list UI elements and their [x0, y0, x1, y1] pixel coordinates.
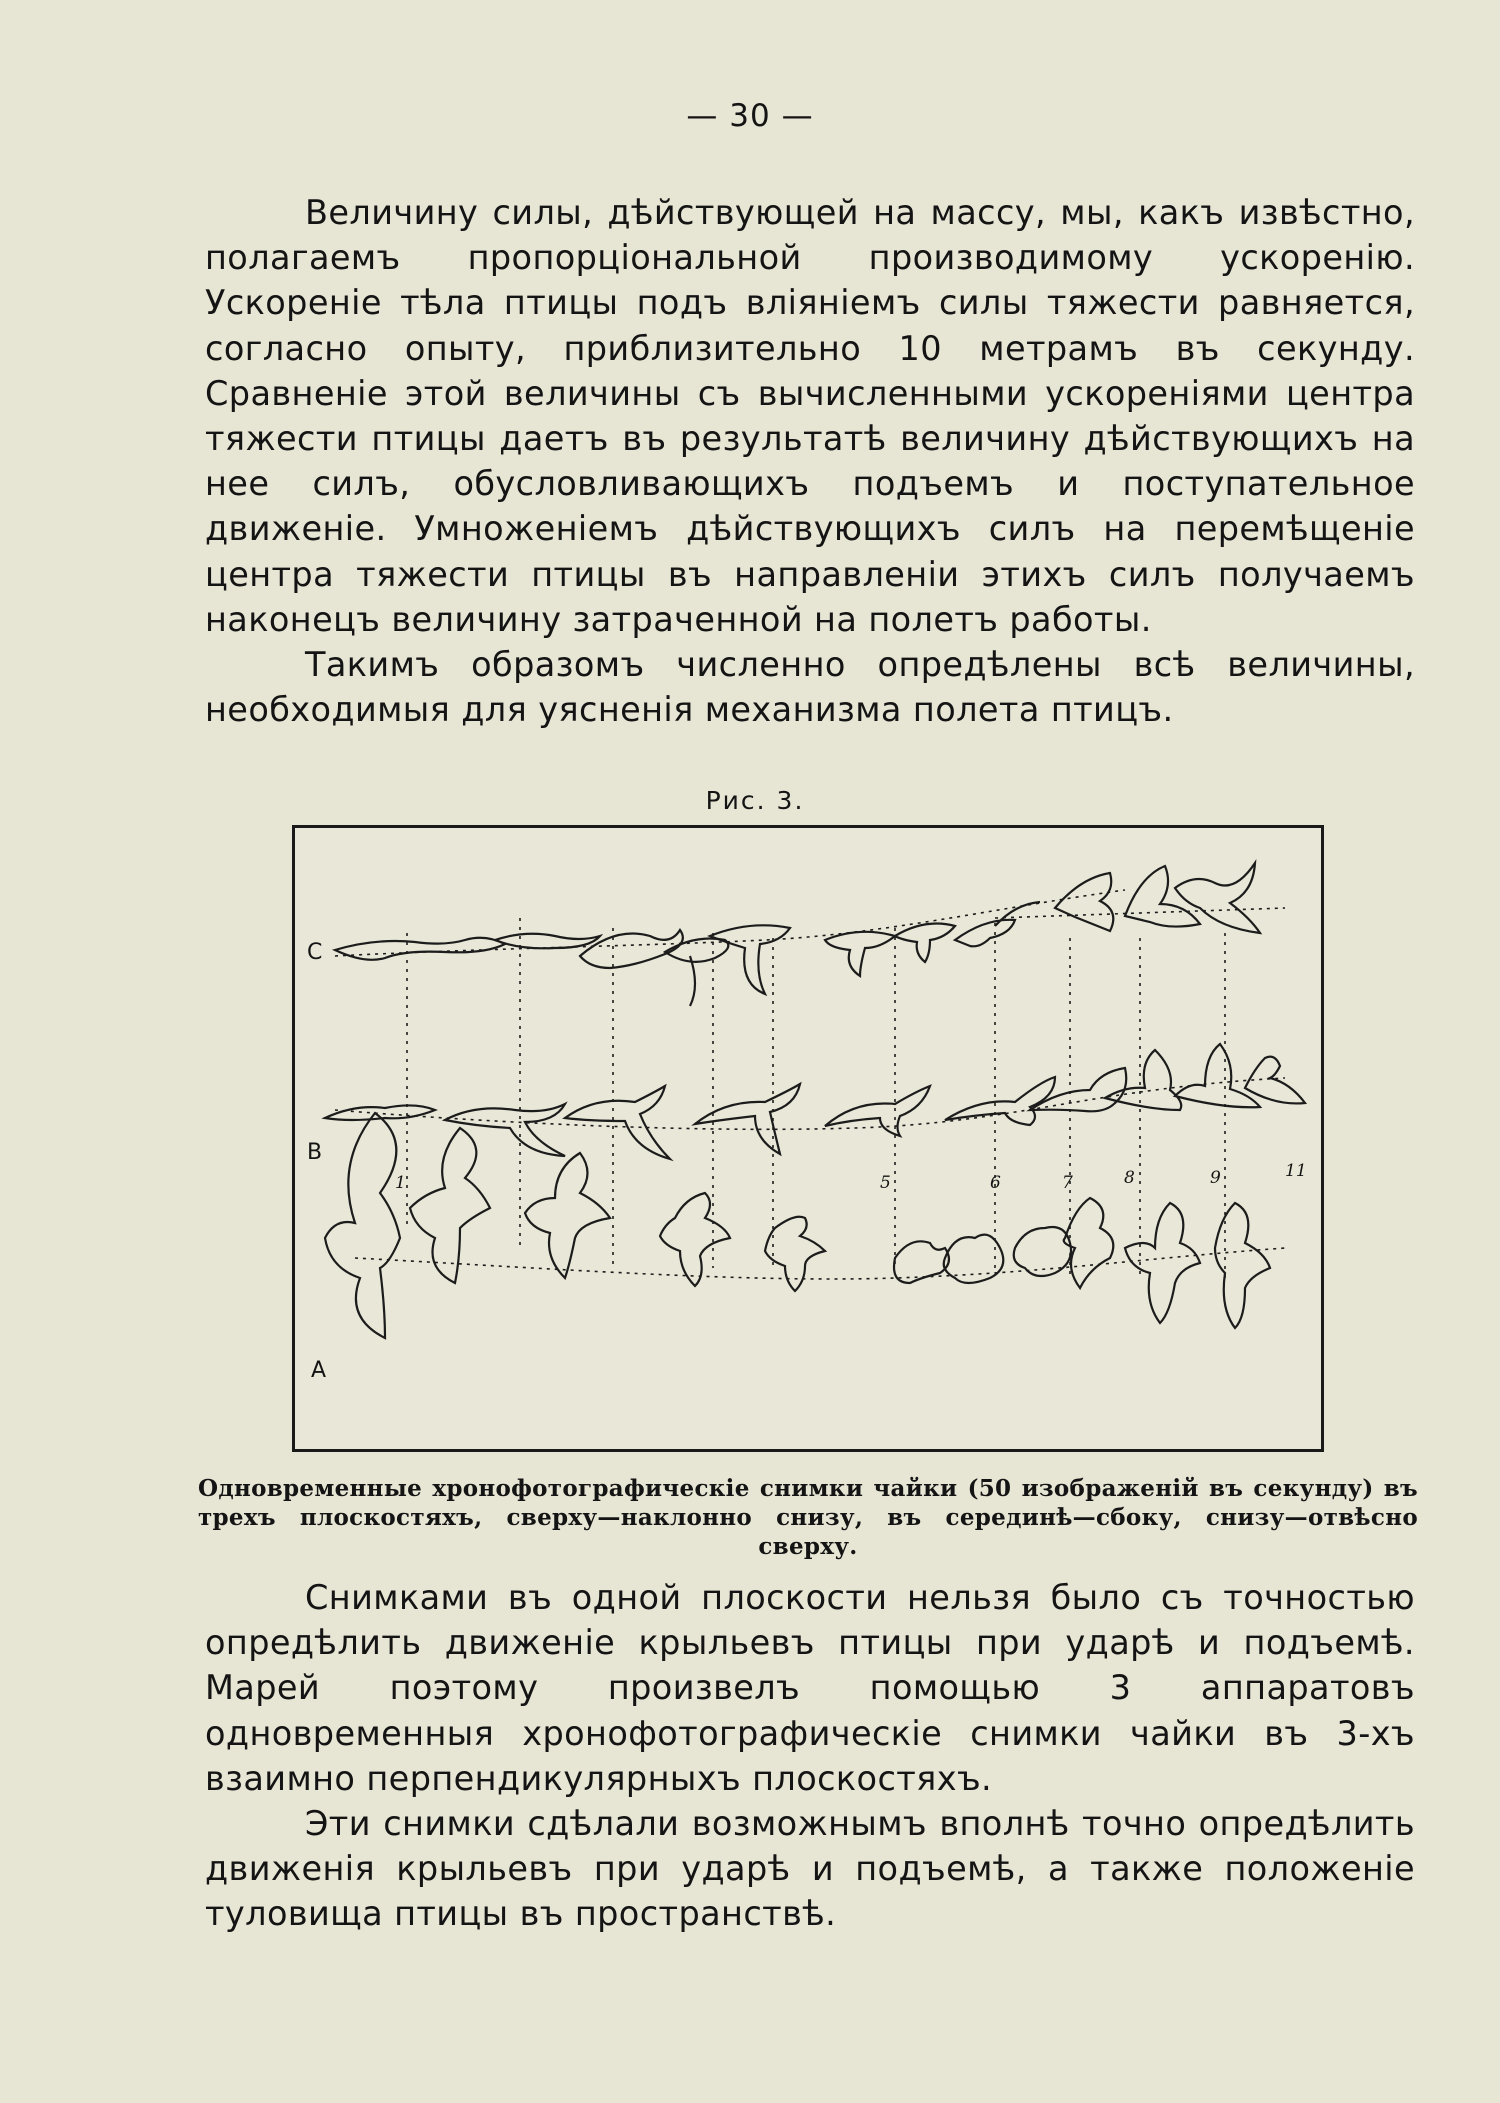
row-b-birds — [325, 1044, 1305, 1159]
frame-number: 7 — [1062, 1173, 1073, 1193]
body-text-bottom — [205, 1575, 1415, 1937]
page-number: — 30 — — [686, 98, 814, 134]
paragraph: Величину силы, дѣйствующей на массу, мы, какъ извѣстно, полагаемъ пропорціональной производимому ускоренію. Ускореніе тѣла птицы подъ вліяніемъ силы тяжести равняется, согласно опыту, приблизительно 10 метрамъ въ секунду. Сравненіе этой величины съ вычисленными ускореніями центра тяжести птицы даетъ въ результатѣ величину дѣйствующихъ на нее силъ, обусловливающихъ подъемъ и поступательное движеніе. Умноженіемъ дѣйствующихъ силъ на перемѣщеніе центра тяжести птицы въ направленіи этихъ силъ получаемъ наконецъ величину затраченной на полетъ работы. — [205, 193, 1415, 639]
frame-number: 6 — [990, 1173, 1001, 1193]
frame-number: 11 — [1285, 1161, 1307, 1181]
flight-paths — [335, 890, 1285, 1279]
paragraph: Такимъ образомъ численно опредѣлены всѣ величины, необходимыя для уясненія механизма полета птицъ. — [205, 645, 1415, 730]
row-label-c: C — [307, 940, 323, 965]
figure-chronophotograph — [292, 825, 1324, 1452]
frame-number: 5 — [880, 1173, 891, 1193]
paragraph: Снимками въ одной плоскости нельзя было съ точностью опредѣлить движеніе крыльевъ птицы при ударѣ и подъемѣ. Марей поэтому произвелъ помощью 3 аппаратовъ одновременныя хронофотографическіе снимки чайки въ 3-хъ взаимно перпендикулярныхъ плоскостяхъ. — [205, 1578, 1415, 1798]
figure-caption: Одновременные хронофотографическіе снимки чайки (50 изображеній въ секунду) въ трехъ плоскостяхъ, сверху—наклонно снизу, въ серединѣ—сбоку, снизу—отвѣсно сверху. — [198, 1475, 1418, 1560]
row-label-b: B — [307, 1140, 323, 1165]
row-c-birds — [335, 863, 1260, 1006]
frame-number: 8 — [1124, 1168, 1135, 1188]
seagull-sequence-drawing — [295, 828, 1321, 1449]
body-text-top — [205, 190, 1415, 732]
frame-number: 9 — [1210, 1168, 1221, 1188]
row-label-a: A — [311, 1358, 327, 1383]
row-a-birds — [325, 1113, 1270, 1338]
frame-number: 1 — [395, 1173, 406, 1193]
paragraph: Эти снимки сдѣлали возможнымъ вполнѣ точно опредѣлить движенія крыльевъ при ударѣ и подъемѣ, а также положеніе туловища птицы въ пространствѣ. — [205, 1804, 1415, 1934]
figure-label: Рис. 3. — [705, 786, 805, 815]
